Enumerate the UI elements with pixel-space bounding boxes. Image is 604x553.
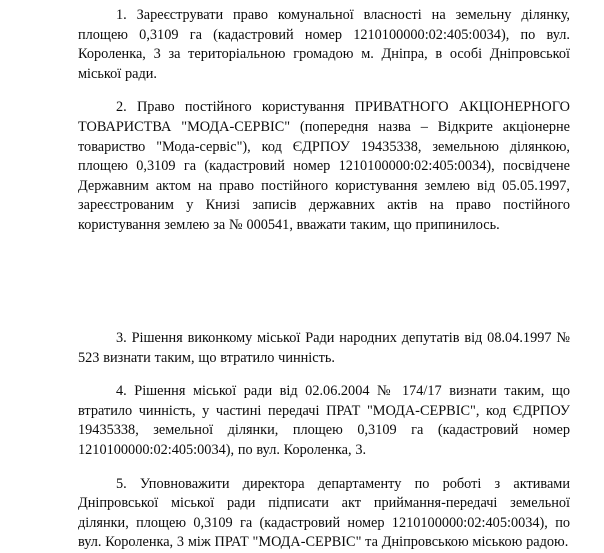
scan-block-bottom bbox=[0, 285, 604, 551]
scan-block-top bbox=[0, 0, 604, 275]
paragraph-item-2: 2. Право постійного користування ПРИВАТНОГО АКЦІОНЕРНОГО ТОВАРИСТВА "МОДА-СЕРВІС" (попередня назва – Відкрите акціонерне товариство "Мода-сервіс"), код ЄДРПОУ 19435338, земельною ділянкою, площею 0,3109 га (кадастровий номер 1210100000:02:405:0034), посвідчене Державним актом на право постійного користування землею від 05.05.1997, зареєстрованим у Книзі записів державних актів на право постійного користування землею за № 000541, вважати таким, що припинилось. bbox=[78, 99, 570, 233]
scan-gap-divider bbox=[0, 275, 604, 285]
paragraph-item-3: 3. Рішення виконкому міської Ради народних депутатів від 08.04.1997 № 523 визнати таким, що втратило чинність. bbox=[78, 330, 570, 366]
paragraph-item-5: 5. Уповноважити директора департаменту по роботі з активами Дніпровської міської ради підписати акт приймання-передачі земельної ділянки, площею 0,3109 га (кадастровий номер 1210100000:02:405:0034), по вул. Короленка, 3 між ПРАТ "МОДА-СЕРВІС" та Дніпровською міською радою. bbox=[78, 475, 570, 551]
paragraph-item-1: 1. Зареєструвати право комунальної власності на земельну ділянку, площею 0,3109 га (кадастровий номер 1210100000:02:405:0034), по вул. Короленка, 3 за територіальною громадою м. Дніпра, в особі Дніпровської міської ради. bbox=[78, 7, 570, 82]
paragraph-item-4: 4. Рішення міської ради від 02.06.2004 № 174/17 визнати таким, що втратило чинність, у частині передачі ПРАТ "МОДА-СЕРВІС", код ЄДРПОУ 19435338, земельної ділянки, площею 0,3109 га (кадастровий номер 1210100000:02:405:0034), по вул. Короленка, 3. bbox=[78, 383, 570, 458]
